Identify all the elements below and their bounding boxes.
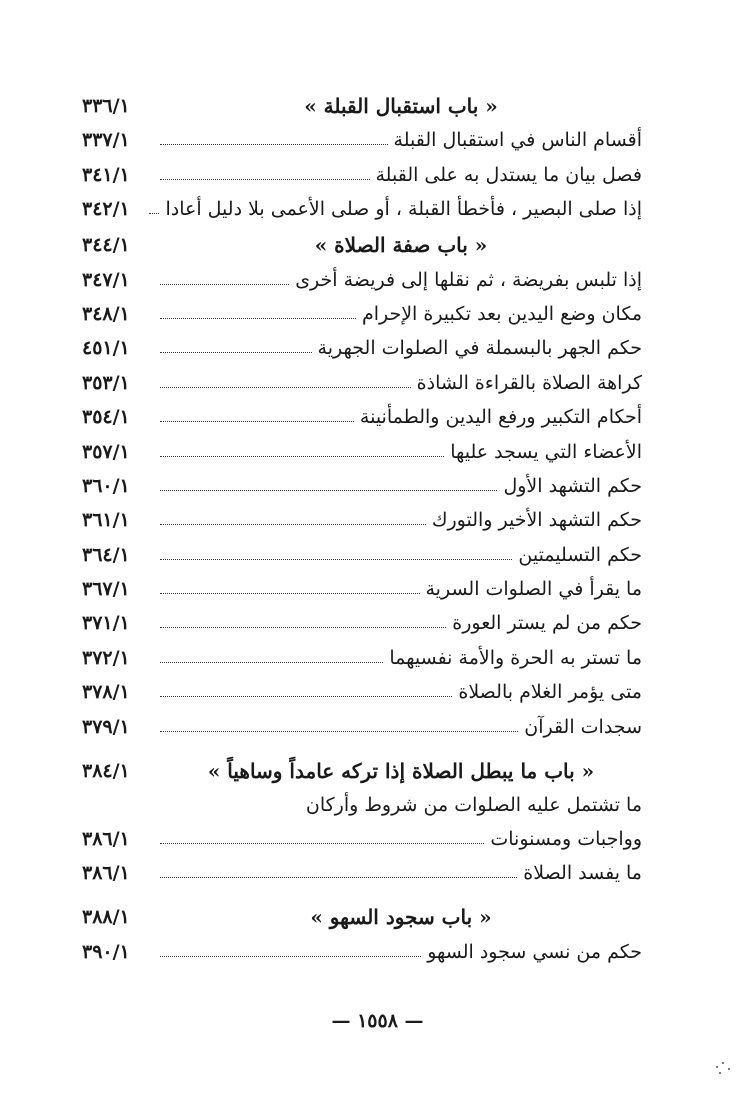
toc-page-ref: ٣٩٠/١ (82, 940, 130, 963)
dot-leader (160, 843, 484, 844)
toc-entry (82, 599, 642, 633)
toc-page-ref: ٣٣٦/١ (82, 95, 130, 117)
toc-page-ref: ٤٥١/١ (82, 337, 130, 360)
toc-entry-title: حكم التشهد الأول (503, 474, 642, 497)
toc-page-ref: ٣٧٨/١ (82, 681, 130, 704)
toc-page-ref: ٣٤٢/١ (82, 198, 130, 221)
toc-page-ref: ٣٤٧/١ (82, 268, 130, 291)
toc-entry-title: حكم من لم يستر العورة (452, 612, 642, 635)
dot-leader (149, 213, 159, 214)
toc-entry-title: إذا تلبس بفريضة ، ثم نقلها إلى فريضة أخرى (295, 268, 642, 291)
toc-entry-title: حكم التسليمتين (518, 543, 642, 566)
toc-page-ref: ٣٨٨/١ (82, 906, 130, 929)
toc-entry (82, 781, 642, 815)
toc-entry-title: « باب صفة الصلاة » (314, 233, 488, 258)
toc-entry-title: حكم الجهر بالبسملة في الصلوات الجهرية (317, 337, 642, 360)
toc-entry (82, 185, 642, 219)
toc-entry-title: حكم التشهد الأخير والتورك (431, 509, 642, 532)
toc-page-ref: ٣٣٧/١ (82, 129, 130, 152)
scan-speck (728, 1068, 730, 1070)
toc-entry (82, 530, 642, 564)
toc-page-ref: ٣٦٤/١ (82, 543, 130, 566)
toc-entry-title: الأعضاء التي يسجد عليها (450, 440, 642, 463)
toc-entry (82, 849, 642, 883)
toc-entry-title: وواجبات ومسنونات (490, 828, 642, 851)
toc-entry-title: فصل بيان ما يستدل به على القبلة (375, 163, 642, 186)
toc-page-ref: ٣٥٣/١ (82, 371, 130, 394)
dot-leader (160, 387, 411, 388)
toc-entry-title: ما يفسد الصلاة (523, 862, 642, 885)
toc-entry (82, 462, 642, 496)
toc-page-ref: ٣٨٤/١ (82, 759, 130, 782)
toc-chapter-heading (82, 883, 642, 930)
toc-entry (82, 427, 642, 461)
toc-entry (82, 668, 642, 702)
dot-leader (160, 877, 517, 878)
toc-entry (82, 324, 642, 358)
page-number: — ١٥٥٨ — (331, 1010, 424, 1032)
toc-entry (82, 358, 642, 392)
dot-leader (160, 956, 421, 957)
toc-page-ref: ٣٦٠/١ (82, 474, 130, 497)
dot-leader (160, 179, 370, 180)
toc-entry (82, 815, 642, 849)
toc-entry-title: ما تشتمل عليه الصلوات من شروط وأركان (305, 793, 642, 816)
toc-entry-title: إذا صلى البصير ، فأخطأ القبلة ، أو صلى الأعمى بلا دليل أعادا (165, 198, 642, 221)
toc-entry-title: سجدات القرآن (524, 715, 642, 738)
toc-page-ref: ٣٦٧/١ (82, 578, 130, 601)
dot-leader (160, 662, 383, 663)
toc-page-ref: ٣٥٧/١ (82, 440, 130, 463)
toc-page-ref: ٣٨٦/١ (82, 862, 130, 885)
toc-entry-title: ما تستر به الحرة والأمة نفسيهما (389, 646, 642, 669)
scan-speck (719, 1072, 721, 1074)
toc-entry (82, 565, 642, 599)
toc-entry (82, 255, 642, 289)
toc-entry-title: مكان وضع اليدين بعد تكبيرة الإحرام (361, 302, 642, 325)
toc-entry-title: ما يقرأ في الصلوات السرية (425, 578, 642, 601)
toc-entry (82, 393, 642, 427)
dot-leader (160, 627, 446, 628)
toc-entry-title: أقسام الناس في استقبال القبلة (393, 129, 642, 152)
toc-entry-title: « باب سجود السهو » (310, 905, 492, 930)
toc-entry (82, 702, 642, 736)
dot-leader (160, 284, 289, 285)
toc-entry (82, 927, 642, 961)
toc-entry-title: « باب ما يبطل الصلاة إذا تركه عامداً وساهياً » (207, 758, 595, 783)
dot-leader (160, 144, 388, 145)
toc-entry (82, 496, 642, 530)
dot-leader (160, 731, 518, 732)
scan-speck (722, 1062, 724, 1064)
dot-leader (160, 490, 497, 491)
toc-entry (82, 116, 642, 150)
toc-entry-title: حكم من نسي سجود السهو (427, 940, 642, 963)
dot-leader (160, 524, 426, 525)
toc-page-ref: ٣٤٤/١ (82, 234, 130, 257)
toc-page-ref: ٣٤١/١ (82, 163, 130, 186)
dot-leader (160, 559, 512, 560)
dot-leader (160, 593, 420, 594)
toc-entry-title: أحكام التكبير ورفع اليدين والطمأنينة (359, 406, 642, 429)
dot-leader (160, 456, 444, 457)
toc-page-ref: ٣٥٤/١ (82, 406, 130, 429)
toc-chapter-heading (82, 737, 642, 781)
toc-entry (82, 633, 642, 667)
toc-page-ref: ٣٧٩/١ (82, 715, 130, 738)
toc-page-ref: ٣٧١/١ (82, 612, 130, 635)
toc-page-ref: ٣٦١/١ (82, 509, 130, 532)
table-of-contents (82, 80, 642, 962)
toc-page-ref: ٣٧٢/١ (82, 646, 130, 669)
toc-entry (82, 290, 642, 324)
toc-entry (82, 150, 642, 184)
dot-leader (160, 318, 356, 319)
toc-chapter-heading (82, 219, 642, 258)
toc-entry-title: متى يؤمر الغلام بالصلاة (458, 681, 642, 704)
dot-leader (160, 421, 354, 422)
toc-entry-title: « باب استقبال القبلة » (304, 94, 498, 118)
toc-page-ref: ٣٤٨/١ (82, 302, 130, 325)
toc-chapter-heading (82, 80, 642, 116)
dot-leader (160, 352, 312, 353)
scan-speck (716, 1066, 718, 1068)
toc-page-ref: ٣٨٦/١ (82, 828, 130, 851)
dot-leader (160, 696, 452, 697)
toc-entry-title: كراهة الصلاة بالقراءة الشاذة (416, 371, 642, 394)
